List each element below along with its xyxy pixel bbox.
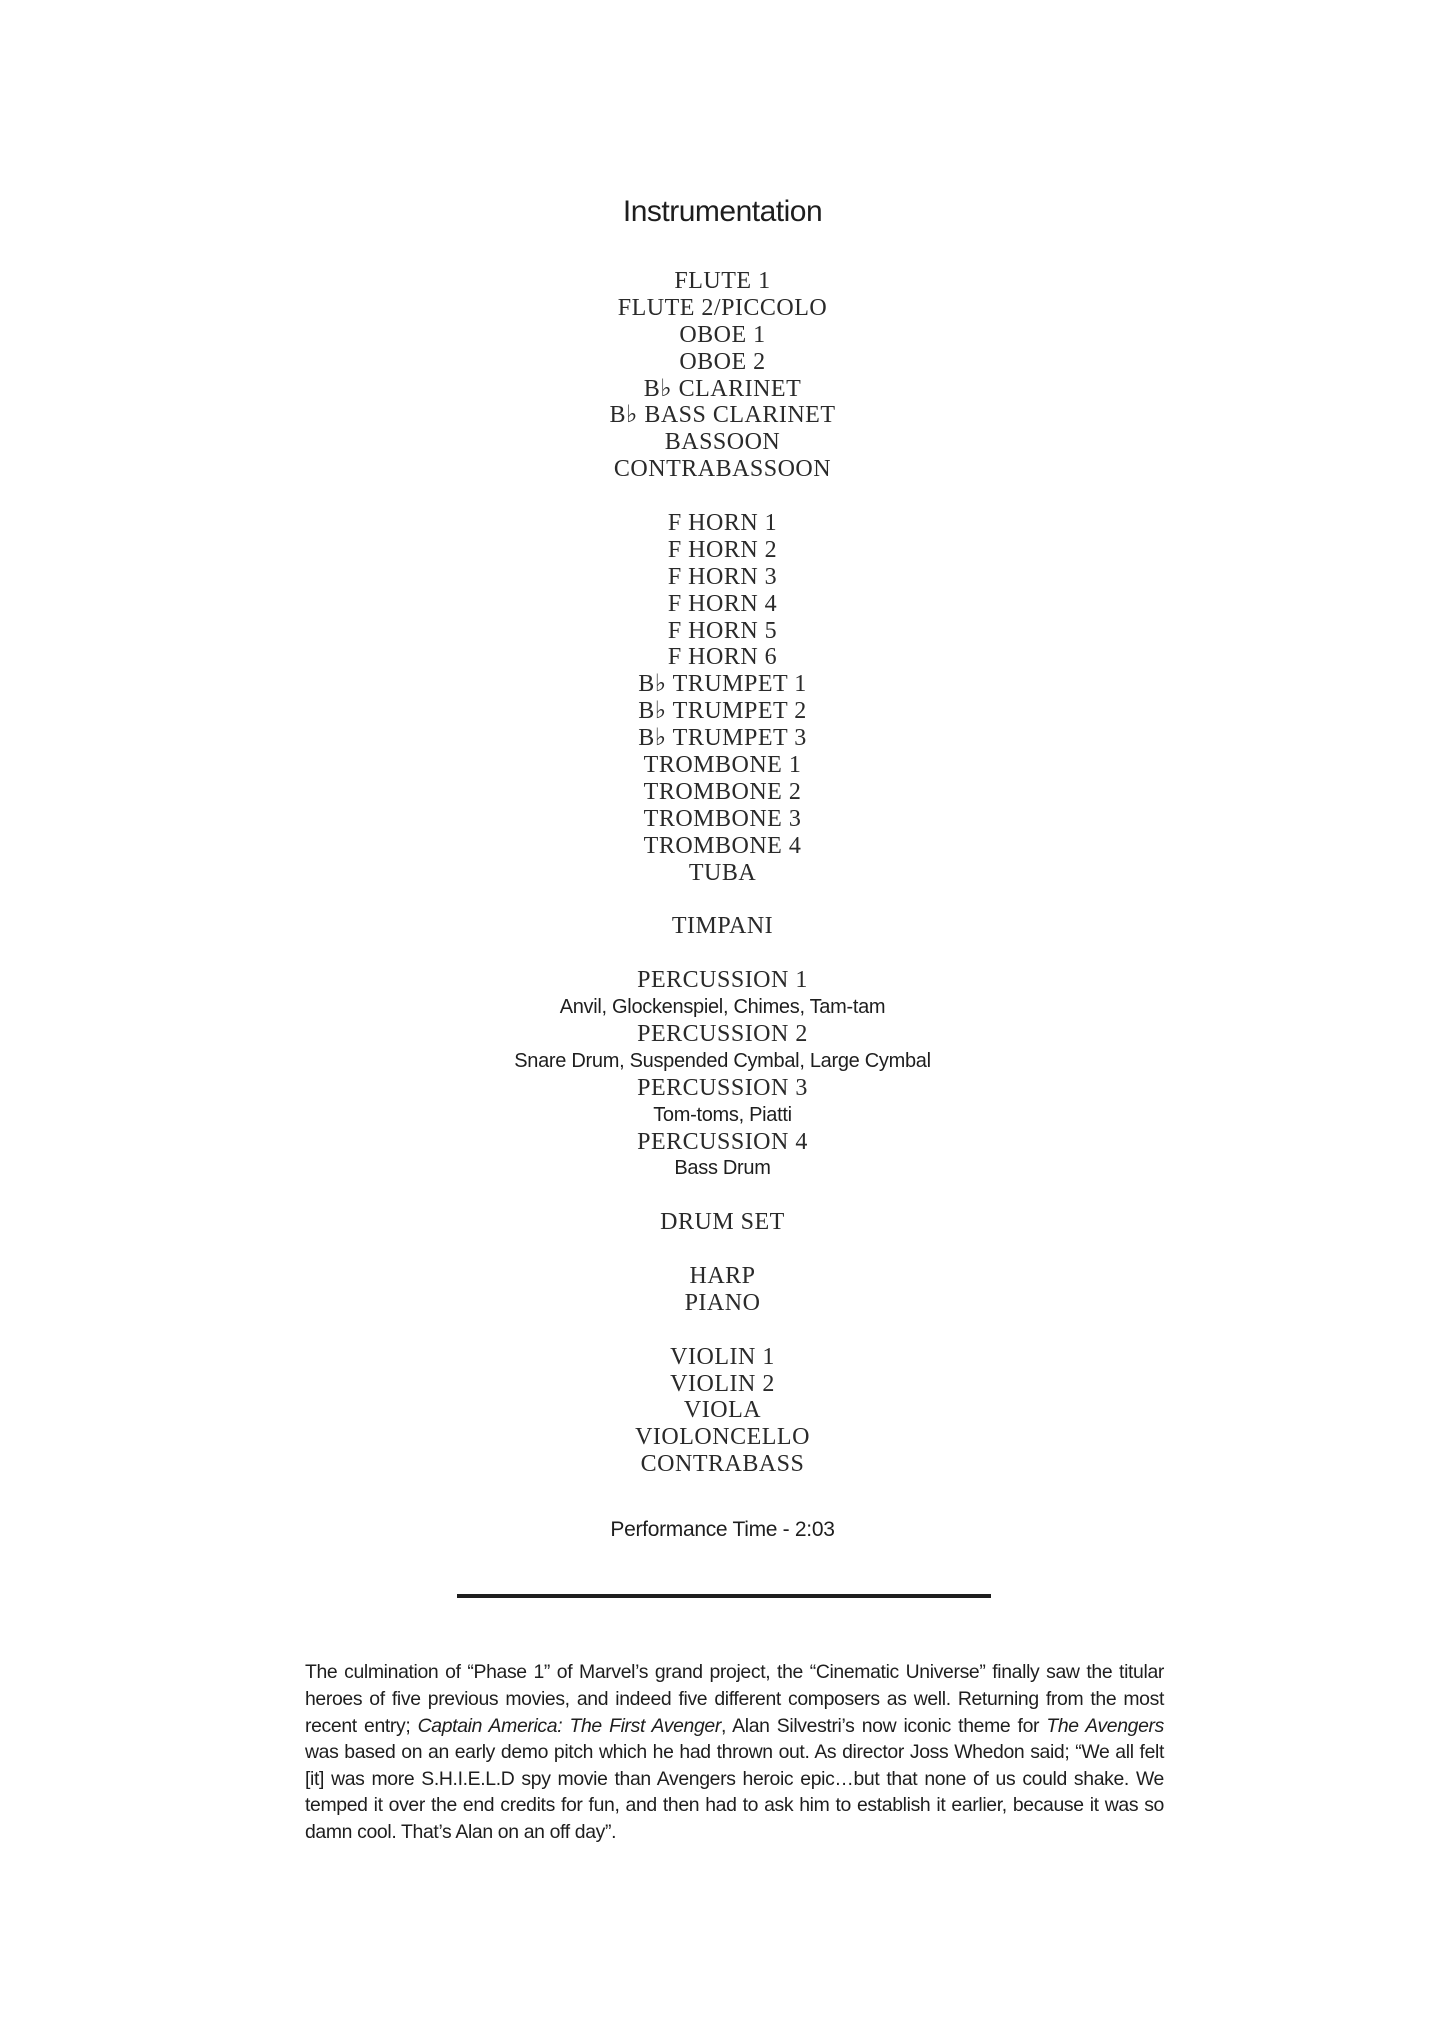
instrument-group-woodwinds [0,268,1445,483]
instrument-item: VIOLIN 1 [670,1343,775,1370]
instrument-detail: Snare Drum, Suspended Cymbal, Large Cymbal [514,1049,931,1072]
instrument-detail: Bass Drum [674,1157,771,1180]
instrument-item: BASSOON [664,429,781,456]
instrument-group-percussion [0,967,1445,1182]
instrument-item: CONTRABASSOON [613,456,832,483]
page-title: Instrumentation [622,195,823,228]
description-text: was based on an early demo pitch which he had thrown out. As director Joss Whedon said; “We all felt [it] was more S.H.I.E.L.D spy movie than Avengers heroic epic…but that none of us could shake. We temped it over the end credits for fun, and then had to ask him to establish it earlier, because it was so damn cool. That’s Alan on an off day”. [305,1741,1164,1843]
instrument-group-brass [0,510,1445,886]
instrument-item: TROMBONE 1 [643,752,802,779]
description-italic-title: The Avengers [1046,1714,1164,1737]
instrument-group-drum-set [0,1209,1445,1236]
description-italic-title: Captain America: The First Avenger [417,1714,721,1737]
instrument-item: B♭ CLARINET [643,375,802,402]
instrument-item: DRUM SET [660,1209,785,1236]
description-text: , Alan Silvestri’s now iconic theme for [720,1714,1047,1737]
instrument-item: VIOLONCELLO [635,1424,810,1451]
divider [457,1594,991,1598]
instrument-item: VIOLA [683,1397,762,1424]
instrument-detail: Tom-toms, Piatti [653,1103,792,1126]
instrument-item: HARP [689,1262,756,1289]
instrument-item: TIMPANI [671,913,774,940]
description-paragraph [305,1659,1164,1845]
instrument-item: PERCUSSION 3 [637,1074,808,1101]
instrument-detail: Anvil, Glockenspiel, Chimes, Tam-tam [559,996,886,1019]
instrument-item: PERCUSSION 2 [637,1020,808,1047]
group-spacer [0,886,1445,913]
group-spacer [0,1236,1445,1263]
instrument-item: FLUTE 2/PICCOLO [617,294,828,321]
instrument-item: PERCUSSION 4 [637,1128,808,1155]
instrument-item: VIOLIN 2 [670,1370,775,1397]
instrument-item: F HORN 6 [667,644,778,671]
description-text: The culmination of “Phase 1” of Marvel’s grand project, the “Cinematic Universe” finally saw the titular heroes of five previous movies, and indeed five different composers as well. Returning from the most recent entry; [305,1661,1164,1737]
instrument-item: F HORN 3 [667,563,778,590]
instrument-item: TROMBONE 2 [643,778,802,805]
group-spacer [0,940,1445,967]
group-spacer [0,1182,1445,1209]
instrument-group-strings [0,1344,1445,1478]
instrument-item: OBOE 2 [679,348,766,375]
instrument-item: OBOE 1 [679,321,766,348]
group-spacer [0,1317,1445,1344]
instrument-item: B♭ TRUMPET 1 [638,671,807,698]
instrument-item: TROMBONE 4 [643,832,802,859]
instrument-item: PERCUSSION 1 [637,967,808,994]
instrument-item: F HORN 5 [667,617,778,644]
instrument-item: TROMBONE 3 [643,805,802,832]
instrument-group-timpani [0,913,1445,940]
instrument-group-keyboards [0,1263,1445,1317]
instrument-item: PIANO [684,1289,761,1316]
instrument-item: F HORN 2 [667,536,778,563]
instrument-item: F HORN 4 [667,590,778,617]
instrument-item: TUBA [688,859,757,886]
group-spacer [0,483,1445,510]
performance-time: Performance Time - 2:03 [610,1518,835,1541]
instrument-list [0,268,1445,1478]
instrument-item: CONTRABASS [640,1451,805,1478]
instrument-item: B♭ TRUMPET 3 [638,725,807,752]
instrument-item: B♭ TRUMPET 2 [638,698,807,725]
instrument-item: FLUTE 1 [674,268,771,294]
instrument-item: B♭ BASS CLARINET [609,402,836,429]
instrument-item: F HORN 1 [667,510,778,537]
